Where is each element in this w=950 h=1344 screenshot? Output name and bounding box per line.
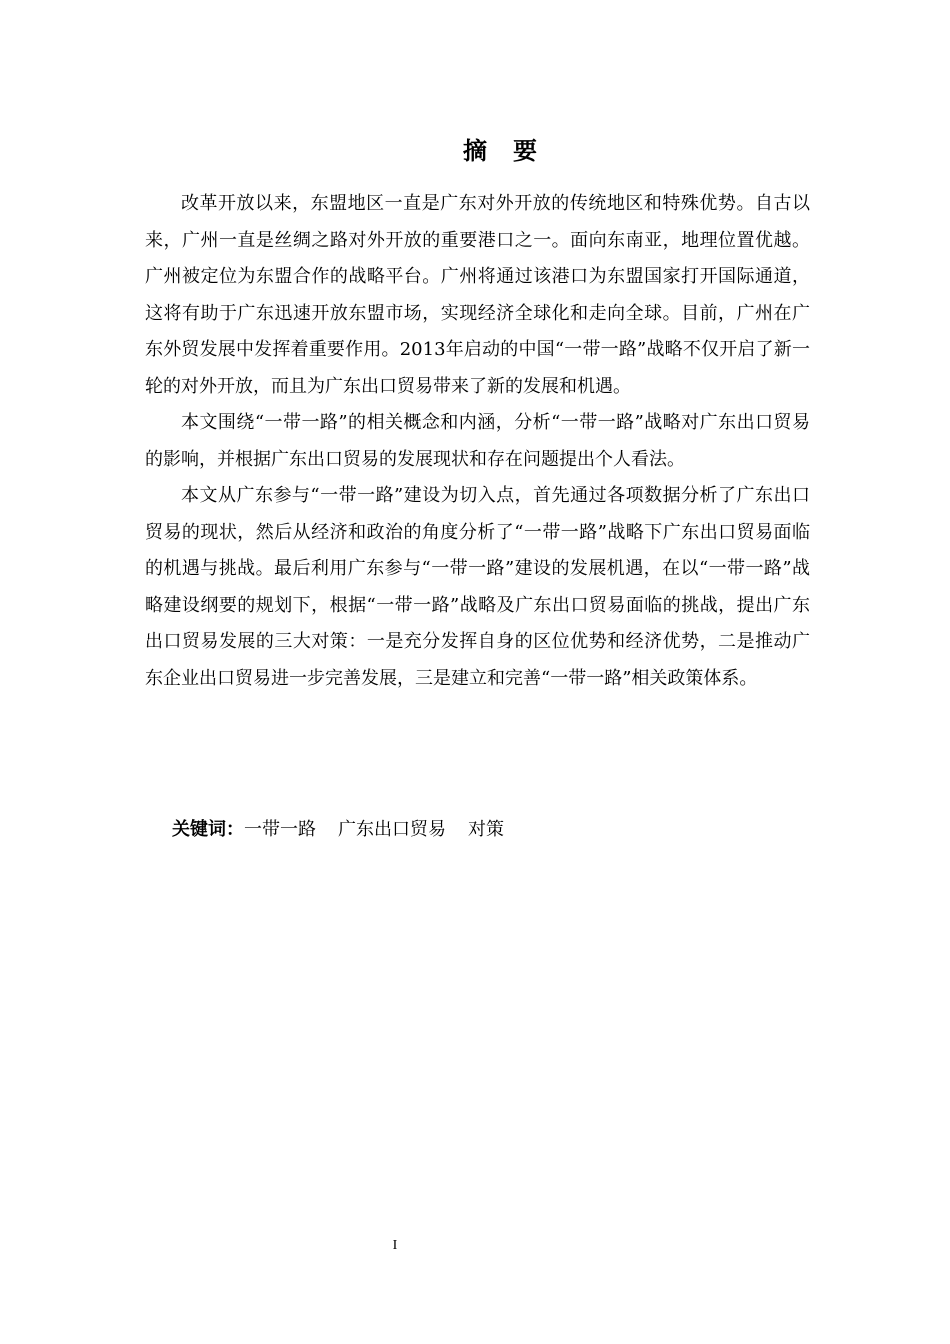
abstract-body xyxy=(145,186,810,697)
keyword-item: 一带一路 xyxy=(244,819,316,840)
page-number: I xyxy=(392,1238,398,1253)
keyword-item: 对策 xyxy=(468,819,504,840)
page-title xyxy=(0,134,950,168)
paragraph-2: 本文围绕“一带一路”的相关概念和内涵，分析“一带一路”战略对广东出口贸易的影响，并根据广东出口贸易的发展现状和存在问题提出个人看法。 xyxy=(145,412,810,470)
keywords-label: 关键词： xyxy=(172,819,244,840)
title-char-2: 要 xyxy=(513,137,539,165)
keywords-line xyxy=(172,815,812,845)
paragraph-1: 改革开放以来，东盟地区一直是广东对外开放的传统地区和特殊优势。自古以来，广州一直是丝绸之路对外开放的重要港口之一。面向东南亚，地理位置优越。广州被定位为东盟合作的战略平台。广州将通过该港口为东盟国家打开国际通道，这将有助于广东迅速开放东盟市场，实现经济全球化和走向全球。目前，广州在广东外贸发展中发挥着重要作用。2013年启动的中国“一带一路”战略不仅开启了新一轮的对外开放，而且为广东出口贸易带来了新的发展和机遇。 xyxy=(145,193,810,397)
paragraph-3: 本文从广东参与“一带一路”建设为切入点，首先通过各项数据分析了广东出口贸易的现状，然后从经济和政治的角度分析了“一带一路”战略下广东出口贸易面临的机遇与挑战。最后利用广东参与“一带一路”建设的发展机遇，在以“一带一路”战略建设纲要的规划下，根据“一带一路”战略及广东出口贸易面临的挑战，提出广东出口贸易发展的三大对策：一是充分发挥自身的区位优势和经济优势，二是推动广东企业出口贸易进一步完善发展，三是建立和完善“一带一路”相关政策体系。 xyxy=(145,485,810,689)
title-char-1: 摘 xyxy=(463,137,489,165)
keyword-item: 广东出口贸易 xyxy=(338,819,446,840)
